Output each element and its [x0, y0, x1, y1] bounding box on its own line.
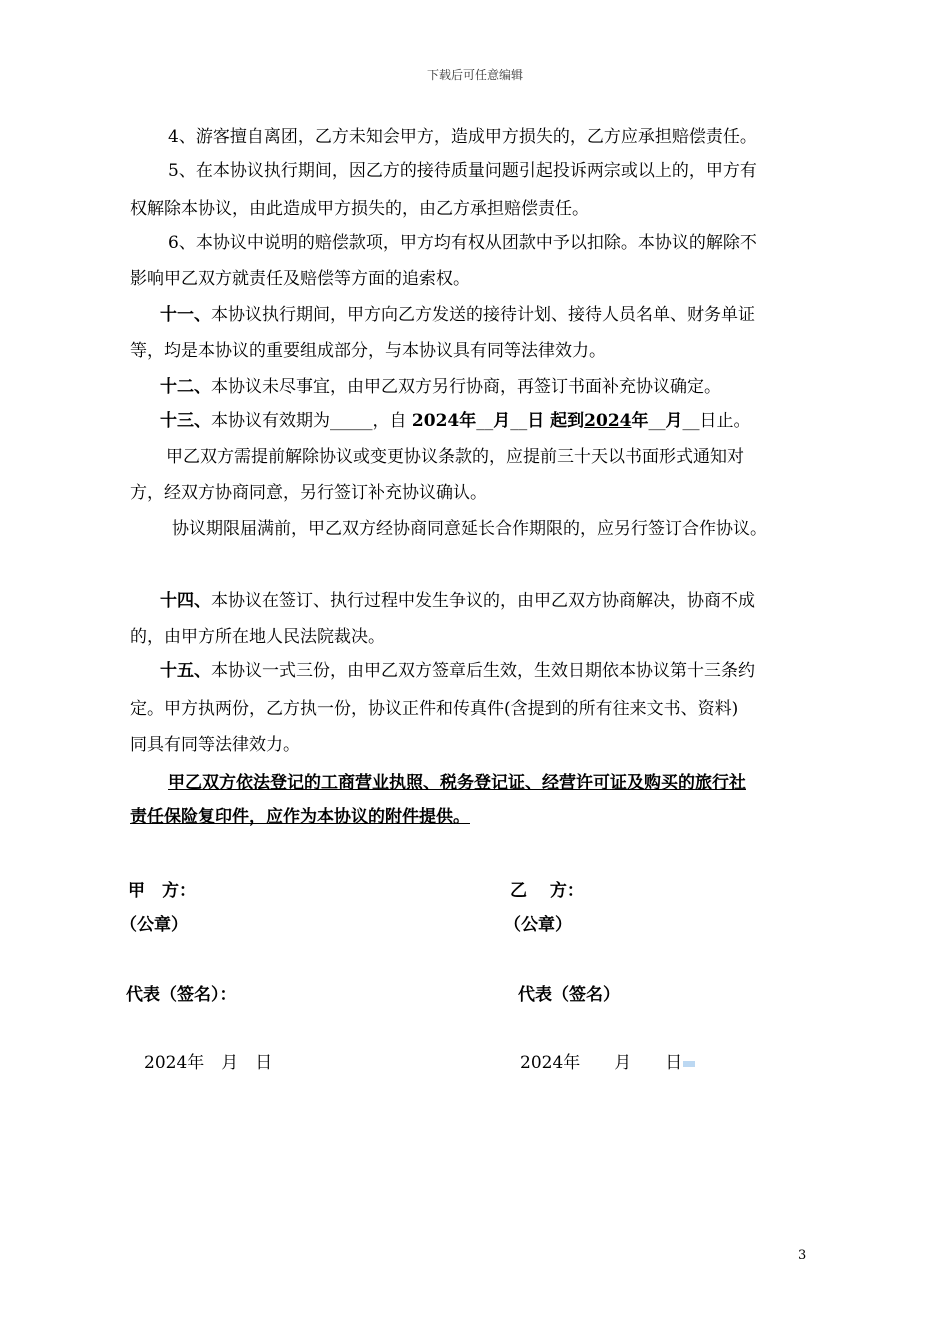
- article-12-text: 本协议未尽事宜，由甲乙双方另行协商，再签订书面补充协议确定。: [211, 377, 721, 397]
- article-11-text: 本协议执行期间，甲方向乙方发送的接待计划、接待人员名单、财务单证: [211, 305, 755, 325]
- article-15-heading: 十五、: [160, 661, 211, 681]
- end-month-blank: __: [648, 411, 666, 431]
- start-month-blank: __: [476, 411, 494, 431]
- end-year: 2024: [584, 411, 632, 431]
- term-blank: _____: [330, 411, 373, 431]
- start-day-blank: __: [510, 411, 528, 431]
- start-year-unit: 年: [459, 411, 477, 431]
- page-number: 3: [798, 1248, 807, 1263]
- clause-4: 4、游客擅自离团，乙方未知会甲方，造成甲方损失的，乙方应承担赔偿责任。: [168, 127, 757, 147]
- party-a-date: 2024年 月 日: [144, 1053, 273, 1073]
- end-year-unit: 年: [631, 411, 649, 431]
- article-11-line2: 等，均是本协议的重要组成部分，与本协议具有同等法律效力。: [130, 341, 606, 361]
- party-b-date-text: 2024年 月 日: [520, 1053, 683, 1073]
- article-14-heading: 十四、: [160, 591, 211, 611]
- article-13-note-line2: 方，经双方协商同意，另行签订补充协议确认。: [130, 483, 487, 503]
- article-15-line3: 同具有同等法律效力。: [130, 735, 300, 755]
- article-14-line1: [160, 590, 755, 612]
- party-b-representative: 代表（签名）: [518, 985, 620, 1005]
- article-14-line2: 的，由甲方所在地人民法院裁决。: [130, 627, 385, 647]
- party-b-date: [520, 1048, 695, 1073]
- article-13: [160, 410, 750, 432]
- party-b-seal: （公章）: [504, 915, 572, 935]
- party-a-representative: 代表（签名）：: [126, 985, 237, 1005]
- end-day-blank: __: [682, 411, 700, 431]
- article-11-heading: 十一、: [160, 305, 211, 325]
- text-cursor-highlight: [683, 1061, 695, 1067]
- attachment-note-line2: 责任保险复印件，应作为本协议的附件提供。: [130, 807, 470, 827]
- clause-6-line1: 6、本协议中说明的赔偿款项，甲方均有权从团款中予以扣除。本协议的解除不: [168, 233, 757, 253]
- clause-5-line2: 权解除本协议，由此造成甲方损失的，由乙方承担赔偿责任。: [130, 199, 589, 219]
- article-13-text-a: 本协议有效期为: [211, 411, 330, 431]
- start-year: 2024: [411, 411, 460, 431]
- party-b-label: 乙 方：: [510, 881, 584, 901]
- article-11-line1: [160, 304, 755, 326]
- article-13-text-b: ，自: [372, 411, 412, 431]
- clause-6-line2: 影响甲乙双方就责任及赔偿等方面的追索权。: [130, 269, 470, 289]
- article-12-heading: 十二、: [160, 377, 211, 397]
- article-15-text: 本协议一式三份，由甲乙双方签章后生效，生效日期依本协议第十三条约: [211, 661, 755, 681]
- start-month-unit: 月: [493, 411, 511, 431]
- article-15-line1: [160, 660, 755, 682]
- article-13-note-line1: 甲乙双方需提前解除协议或变更协议条款的，应提前三十天以书面形式通知对: [166, 447, 744, 467]
- attachment-note-line1: 甲乙双方依法登记的工商营业执照、税务登记证、经营许可证及购买的旅行社: [168, 773, 746, 793]
- end-day-unit: 日止。: [699, 411, 751, 431]
- article-12: [160, 376, 721, 398]
- article-14-text: 本协议在签订、执行过程中发生争议的，由甲乙双方协商解决，协商不成: [211, 591, 755, 611]
- clause-5-line1: 5、在本协议执行期间，因乙方的接待质量问题引起投诉两宗或以上的，甲方有: [168, 161, 757, 181]
- article-13-heading: 十三、: [160, 411, 211, 431]
- start-day-unit: 日 起到: [527, 411, 585, 431]
- article-15-line2: 定。甲方执两份，乙方执一份，协议正件和传真件(含提到的所有往来文书、资料): [130, 699, 739, 719]
- party-a-seal: （公章）: [120, 915, 188, 935]
- end-month-unit: 月: [665, 411, 683, 431]
- party-a-label: 甲 方：: [128, 881, 196, 901]
- article-13-renewal: 协议期限届满前，甲乙双方经协商同意延长合作期限的，应另行签订合作协议。: [172, 519, 767, 539]
- page-header: 下载后可任意编辑: [426, 68, 523, 82]
